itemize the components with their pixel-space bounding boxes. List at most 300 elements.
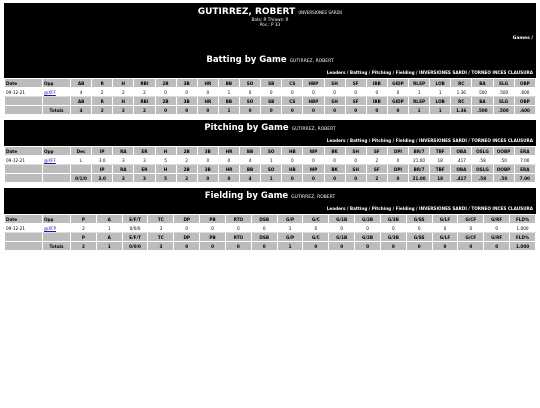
pitching-cell: 09-12-21 <box>5 156 43 165</box>
table-row <box>5 224 536 233</box>
fielding-total-cell: 3 <box>148 242 174 251</box>
batting-total-cell: 2 <box>113 106 134 115</box>
pitching-col-header: DPI <box>387 147 408 156</box>
pitching-cell: 3 <box>113 156 134 165</box>
pitching-cell: 4 <box>240 156 261 165</box>
fielding-total-cell: Totals <box>43 242 71 251</box>
batting-cell: .500 <box>493 88 514 97</box>
batting-cell <box>43 88 71 97</box>
fielding-col-header: G/LF <box>432 233 458 242</box>
pitching-total-cell: 2 <box>176 174 197 183</box>
fielding-cell: 0 <box>406 224 432 233</box>
pitching-col-header: 3B <box>197 147 218 156</box>
batting-cell: 0 <box>261 88 282 97</box>
fielding-col-header: A <box>96 233 122 242</box>
batting-total-cell: 0 <box>345 106 366 115</box>
pitching-total-cell: 0 <box>197 174 218 183</box>
batting-col-header: 2B <box>155 79 176 88</box>
pitching-cell <box>43 156 71 165</box>
table-row <box>5 156 536 165</box>
pitching-cell: .58 <box>472 156 493 165</box>
fielding-col-header: P <box>71 233 97 242</box>
pitching-col-header: SH <box>345 147 366 156</box>
batting-total-cell: 1 <box>409 106 430 115</box>
batting-col-header: CS <box>282 79 303 88</box>
batting-total-cell: 1 <box>218 106 239 115</box>
games-link[interactable]: Games / <box>512 36 533 41</box>
pitching-cell: 0 <box>303 156 324 165</box>
player-page <box>4 3 536 251</box>
fielding-subtitle: GUTIRREZ, ROBERT <box>291 195 336 200</box>
opponent-link[interactable]: @XFF <box>44 89 56 95</box>
fielding-col-header: G/P <box>277 215 303 224</box>
batting-cell: 1 <box>218 88 239 97</box>
fielding-col-header: G/P <box>277 233 303 242</box>
fielding-total-cell: 0 <box>174 242 200 251</box>
batting-cell: 0 <box>345 88 366 97</box>
batting-subtitle: GUTIRREZ, ROBERT <box>289 59 334 64</box>
batting-col-header: LOB <box>430 97 451 106</box>
player-team: (INVERSIONES SARDI) <box>298 10 343 15</box>
pitching-cell: L <box>71 156 92 165</box>
pitching-col-header: 2B <box>176 147 197 156</box>
batting-col-header: RLSP <box>409 97 430 106</box>
batting-cell: 0 <box>324 88 345 97</box>
pitching-total-cell: 3 <box>134 174 155 183</box>
pitching-nav[interactable]: Leaders / Batting / Pitching / Fielding / INVERSIONES SARDI / TORNEO INCES CLAUSURA <box>4 136 536 146</box>
fielding-col-header <box>43 233 71 242</box>
fielding-cell: 1.000 <box>510 224 536 233</box>
fielding-col-header: TC <box>148 233 174 242</box>
pitching-total-cell: .58 <box>472 174 493 183</box>
pitching-cell: 18 <box>430 156 451 165</box>
pitching-total-cell <box>43 174 71 183</box>
batting-total-cell: 4 <box>71 106 92 115</box>
batting-col-header: RBI <box>134 97 155 106</box>
batting-cell: 0 <box>387 88 408 97</box>
fielding-title <box>4 188 536 204</box>
batting-cell: .500 <box>472 88 493 97</box>
bats-throws: Bats: R Throws: R <box>251 17 289 22</box>
fielding-col-header <box>5 233 43 242</box>
batting-col-header: SO <box>240 79 261 88</box>
fielding-col-header: TC <box>148 215 174 224</box>
fielding-total-cell: 0 <box>406 242 432 251</box>
batting-col-header: R <box>92 97 113 106</box>
fielding-col-header: RTO <box>225 215 251 224</box>
pitching-col-header: IP <box>92 165 113 174</box>
batting-col-header: SF <box>345 97 366 106</box>
pitching-col-header <box>43 165 71 174</box>
fielding-cell: 0 <box>251 224 277 233</box>
pitching-cell: 0 <box>345 156 366 165</box>
pitching-col-header: BR/7 <box>409 165 430 174</box>
fielding-col-header: FLD% <box>510 233 536 242</box>
fielding-cell: 0 <box>174 224 200 233</box>
fielding-col-header: Opp <box>43 215 71 224</box>
pitching-cell: 3.0 <box>92 156 113 165</box>
pitching-section <box>4 120 536 183</box>
batting-col-header: BB <box>218 79 239 88</box>
pitching-col-header: SF <box>366 147 387 156</box>
fielding-cell: 0 <box>458 224 484 233</box>
pitching-col-header: ERA <box>514 147 535 156</box>
pitching-col-header: TBF <box>430 147 451 156</box>
pitching-cell: 2 <box>176 156 197 165</box>
fielding-total-cell: 1 <box>96 242 122 251</box>
batting-col-header: SH <box>324 79 345 88</box>
pitching-total-cell <box>5 174 43 183</box>
pitching-col-header: WP <box>303 165 324 174</box>
pitching-col-header: 2B <box>176 165 197 174</box>
pitching-col-header: OSLG <box>472 147 493 156</box>
pitching-total-cell: 5 <box>155 174 176 183</box>
fielding-col-header: G/LF <box>432 215 458 224</box>
fielding-totals-row <box>5 242 536 251</box>
batting-header-row <box>5 79 536 88</box>
pitching-cell: 0 <box>387 156 408 165</box>
pitching-col-header: Dec <box>71 147 92 156</box>
batting-total-cell: 0 <box>387 106 408 115</box>
batting-col-header: IBB <box>366 79 387 88</box>
pitching-total-cell: .50 <box>493 174 514 183</box>
fielding-total-cell: 1 <box>277 242 303 251</box>
pitching-col-header: HR <box>218 165 239 174</box>
batting-cell: 0 <box>282 88 303 97</box>
fielding-table <box>4 214 536 251</box>
pitching-total-cell: 21.00 <box>409 174 430 183</box>
batting-cell: 2 <box>113 88 134 97</box>
batting-cell: 1 <box>409 88 430 97</box>
pitching-cell: 0 <box>324 156 345 165</box>
batting-cell: 2 <box>92 88 113 97</box>
batting-col-header: BA <box>472 97 493 106</box>
batting-col-header <box>43 97 71 106</box>
batting-col-header: Date <box>5 79 43 88</box>
fielding-total-cell: 0/0/0 <box>122 242 148 251</box>
batting-col-header: SH <box>324 97 345 106</box>
fielding-total-cell: 1.000 <box>510 242 536 251</box>
player-header <box>4 3 536 40</box>
batting-col-header: AB <box>71 97 92 106</box>
fielding-col-header: A <box>96 215 122 224</box>
fielding-section <box>4 188 536 251</box>
fielding-cell: 0 <box>329 224 355 233</box>
opponent-link[interactable]: @XFF <box>44 157 56 163</box>
pitching-col-header: DPI <box>387 165 408 174</box>
fielding-col-header: DP <box>174 233 200 242</box>
opponent-link[interactable]: @XFP <box>44 225 56 231</box>
batting-total-cell: Totals <box>43 106 71 115</box>
batting-col-header: RLSP <box>409 79 430 88</box>
fielding-cell: 0 <box>380 224 406 233</box>
fielding-subheader-row <box>5 233 536 242</box>
pitching-col-header: ERA <box>514 165 535 174</box>
fielding-total-cell: 0 <box>200 242 226 251</box>
batting-total-cell: .500 <box>493 106 514 115</box>
pitching-cell: 21.00 <box>409 156 430 165</box>
fielding-col-header: PB <box>200 233 226 242</box>
games-strip <box>4 36 536 52</box>
pitching-total-cell: 3 <box>113 174 134 183</box>
fielding-title-text: Fielding by Game <box>204 191 289 201</box>
fielding-col-header: G/C <box>303 233 329 242</box>
fielding-total-cell: 0 <box>225 242 251 251</box>
fielding-total-cell: 0 <box>303 242 329 251</box>
batting-col-header: RC <box>451 97 472 106</box>
batting-total-cell: .600 <box>514 106 535 115</box>
batting-col-header: 3B <box>176 79 197 88</box>
pitching-cell: 3 <box>134 156 155 165</box>
fielding-total-cell: 2 <box>71 242 97 251</box>
batting-subheader-row <box>5 97 536 106</box>
batting-cell: 0 <box>155 88 176 97</box>
fielding-cell: 09-12-21 <box>5 224 43 233</box>
batting-total-cell: 2 <box>92 106 113 115</box>
batting-col-header: HR <box>197 97 218 106</box>
pitching-total-cell: 3.0 <box>92 174 113 183</box>
pitching-col-header <box>71 165 92 174</box>
pitching-total-cell: 0 <box>387 174 408 183</box>
fielding-col-header: P <box>71 215 97 224</box>
pitching-cell: 0 <box>218 156 239 165</box>
fielding-col-header: G/RF <box>484 233 510 242</box>
fielding-col-header: G/RF <box>484 215 510 224</box>
fielding-col-header: DP <box>174 215 200 224</box>
pitching-title-text: Pitching by Game <box>204 123 289 133</box>
table-row <box>5 88 536 97</box>
batting-total-cell: 0 <box>261 106 282 115</box>
pitching-col-header: SO <box>261 147 282 156</box>
fielding-col-header: G/SS <box>406 215 432 224</box>
pitching-col-header: HB <box>282 147 303 156</box>
fielding-nav[interactable]: Leaders / Batting / Pitching / Fielding / INVERSIONES SARDI / TORNEO INCES CLAUSURA <box>4 204 536 214</box>
batting-cell: 09-12-21 <box>5 88 43 97</box>
pitching-total-cell: 4 <box>240 174 261 183</box>
pitching-col-header: BK <box>324 147 345 156</box>
fielding-cell: 0 <box>355 224 381 233</box>
batting-total-cell: 2 <box>134 106 155 115</box>
fielding-total-cell: 0 <box>380 242 406 251</box>
batting-col-header: RC <box>451 79 472 88</box>
batting-col-header: HR <box>197 79 218 88</box>
batting-cell: 0 <box>197 88 218 97</box>
pitching-total-cell: 7.00 <box>514 174 535 183</box>
batting-cell: 0 <box>176 88 197 97</box>
fielding-col-header: G/2B <box>355 233 381 242</box>
batting-total-cell: 0 <box>366 106 387 115</box>
fielding-total-cell: 0 <box>355 242 381 251</box>
batting-cell: 1 <box>430 88 451 97</box>
pitching-total-cell: 0 <box>345 174 366 183</box>
pitching-header-row <box>5 147 536 156</box>
pitching-col-header: TBF <box>430 165 451 174</box>
batting-total-cell: 0 <box>197 106 218 115</box>
pitching-col-header: SO <box>261 165 282 174</box>
fielding-col-header: G/CF <box>458 233 484 242</box>
pitching-col-header: OOBP <box>493 147 514 156</box>
position: Pos.: P 33 <box>259 22 281 27</box>
fielding-header-row <box>5 215 536 224</box>
batting-total-cell: 0 <box>282 106 303 115</box>
fielding-cell: 0 <box>225 224 251 233</box>
batting-col-header: 2B <box>155 97 176 106</box>
batting-total-cell: 1 <box>430 106 451 115</box>
fielding-col-header: G/3B <box>380 215 406 224</box>
batting-nav[interactable]: Leaders / Batting / Pitching / Fielding / INVERSIONES SARDI / TORNEO INCES CLAUSURA <box>4 68 536 78</box>
pitching-title <box>4 120 536 136</box>
pitching-col-header: BR/7 <box>409 147 430 156</box>
fielding-total-cell: 0 <box>251 242 277 251</box>
pitching-col-header: 3B <box>197 165 218 174</box>
pitching-col-header: Date <box>5 147 43 156</box>
pitching-total-cell: 18 <box>430 174 451 183</box>
fielding-col-header: E/F/T <box>122 233 148 242</box>
fielding-cell: 0 <box>303 224 329 233</box>
batting-col-header: CS <box>282 97 303 106</box>
batting-cell: 2 <box>134 88 155 97</box>
batting-col-header: GIDP <box>387 97 408 106</box>
pitching-total-cell: .417 <box>451 174 472 183</box>
batting-col-header: RBI <box>134 79 155 88</box>
pitching-table <box>4 146 536 183</box>
fielding-cell: 0 <box>432 224 458 233</box>
fielding-col-header: G/1B <box>329 215 355 224</box>
pitching-cell: .417 <box>451 156 472 165</box>
pitching-col-header: IP <box>92 147 113 156</box>
batting-col-header: SB <box>261 97 282 106</box>
pitching-total-cell: 0 <box>282 174 303 183</box>
batting-col-header: SF <box>345 79 366 88</box>
fielding-cell <box>43 224 71 233</box>
batting-cell: 1.36 <box>451 88 472 97</box>
fielding-total-cell: 0 <box>432 242 458 251</box>
batting-total-cell: .500 <box>472 106 493 115</box>
pitching-total-cell: 1 <box>261 174 282 183</box>
batting-total-cell: 0 <box>176 106 197 115</box>
fielding-col-header: RTO <box>225 233 251 242</box>
pitching-col-header: WP <box>303 147 324 156</box>
pitching-col-header <box>5 165 43 174</box>
batting-col-header: H <box>113 97 134 106</box>
pitching-col-header: OBA <box>451 165 472 174</box>
fielding-total-cell: 0 <box>484 242 510 251</box>
batting-col-header: Opp <box>43 79 71 88</box>
pitching-col-header: Opp <box>43 147 71 156</box>
batting-col-header: LOB <box>430 79 451 88</box>
pitching-col-header: BB <box>240 147 261 156</box>
fielding-col-header: G/1B <box>329 233 355 242</box>
fielding-total-cell: 0 <box>458 242 484 251</box>
batting-col-header: OBP <box>514 97 535 106</box>
fielding-cell: 1 <box>277 224 303 233</box>
fielding-col-header: FLD% <box>510 215 536 224</box>
batting-section <box>4 52 536 115</box>
fielding-total-cell: 0 <box>329 242 355 251</box>
pitching-col-header: H <box>155 165 176 174</box>
batting-col-header: IBB <box>366 97 387 106</box>
batting-cell: 0 <box>303 88 324 97</box>
pitching-col-header: RA <box>113 147 134 156</box>
batting-col-header: 3B <box>176 97 197 106</box>
batting-col-header <box>5 97 43 106</box>
fielding-col-header: E/F/T <box>122 215 148 224</box>
batting-total-cell: 0 <box>240 106 261 115</box>
batting-col-header: HBP <box>303 79 324 88</box>
fielding-cell: 0 <box>200 224 226 233</box>
fielding-col-header: G/CF <box>458 215 484 224</box>
fielding-col-header: PB <box>200 215 226 224</box>
batting-col-header: GIDP <box>387 79 408 88</box>
fielding-col-header: G/3B <box>380 233 406 242</box>
player-name-line <box>4 3 536 17</box>
pitching-cell: 7.00 <box>514 156 535 165</box>
batting-title-text: Batting by Game <box>206 55 287 65</box>
pitching-col-header: OSLG <box>472 165 493 174</box>
pitching-col-header: HB <box>282 165 303 174</box>
fielding-cell: 0/0/0 <box>122 224 148 233</box>
pitching-total-cell: 2 <box>366 174 387 183</box>
fielding-cell: 2 <box>71 224 97 233</box>
fielding-cell: 0 <box>484 224 510 233</box>
fielding-col-header: G/2B <box>355 215 381 224</box>
fielding-col-header: Date <box>5 215 43 224</box>
fielding-col-header: DSB <box>251 233 277 242</box>
pitching-cell: 0 <box>282 156 303 165</box>
pitching-col-header: H <box>155 147 176 156</box>
pitching-cell: .50 <box>493 156 514 165</box>
batting-col-header: H <box>113 79 134 88</box>
pitching-col-header: ER <box>134 165 155 174</box>
batting-total-cell <box>5 106 43 115</box>
pitching-subtitle: GUTIRREZ, ROBERT <box>291 127 336 132</box>
player-name: GUTIRREZ, ROBERT <box>197 7 296 17</box>
fielding-total-cell <box>5 242 43 251</box>
batting-col-header: AB <box>71 79 92 88</box>
pitching-total-cell: 0 <box>324 174 345 183</box>
batting-total-cell: 0 <box>324 106 345 115</box>
pitching-col-header: BK <box>324 165 345 174</box>
pitching-col-header: RA <box>113 165 134 174</box>
fielding-col-header: DSB <box>251 215 277 224</box>
pitching-cell: 0 <box>197 156 218 165</box>
batting-col-header: SLG <box>493 79 514 88</box>
batting-col-header: BA <box>472 79 493 88</box>
pitching-totals-row <box>5 174 536 183</box>
batting-col-header: SB <box>261 79 282 88</box>
pitching-col-header: SF <box>366 165 387 174</box>
batting-col-header: R <box>92 79 113 88</box>
batting-col-header: HBP <box>303 97 324 106</box>
batting-total-cell: 1.36 <box>451 106 472 115</box>
pitching-col-header: SH <box>345 165 366 174</box>
pitching-total-cell: 0 <box>303 174 324 183</box>
batting-col-header: SLG <box>493 97 514 106</box>
pitching-cell: 1 <box>261 156 282 165</box>
batting-total-cell: 0 <box>303 106 324 115</box>
pitching-cell: 2 <box>366 156 387 165</box>
batting-col-header: OBP <box>514 79 535 88</box>
fielding-cell: 1 <box>96 224 122 233</box>
fielding-col-header: G/SS <box>406 233 432 242</box>
batting-table <box>4 78 536 115</box>
batting-cell: .600 <box>514 88 535 97</box>
pitching-col-header: BB <box>240 165 261 174</box>
fielding-cell: 3 <box>148 224 174 233</box>
batting-cell: 0 <box>366 88 387 97</box>
batting-totals-row <box>5 106 536 115</box>
pitching-subheader-row <box>5 165 536 174</box>
